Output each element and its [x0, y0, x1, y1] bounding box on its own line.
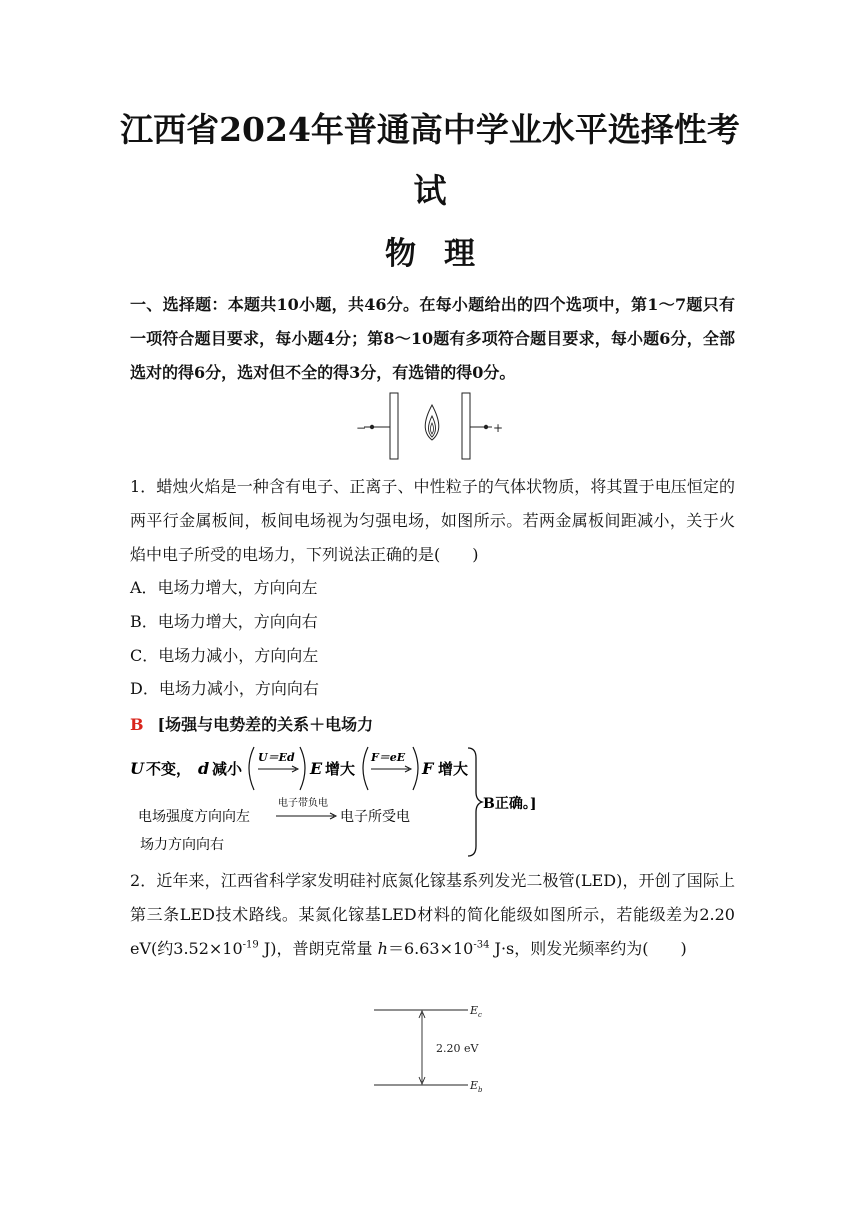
subject-title: 物理 — [385, 236, 503, 272]
left-plate — [390, 393, 398, 459]
svg-text:场力方向向右: 场力方向向右 — [140, 837, 224, 853]
option-c: C．电场力减小，方向向左 — [130, 646, 319, 665]
svg-text:增大: 增大 — [325, 760, 356, 778]
answer-heading: [场强与电势差的关系＋电场力 — [157, 715, 374, 734]
right-plate — [462, 393, 470, 459]
section-instructions: 一、选择题：本题共10小题，共46分。在每小题给出的四个选项中，第1～7题只有一项符合题目要求，每小题4分；第8～10题有多项符合题目要求，每小题6分，全部选对的得6分，选对但不全的得3分，有选错的得0分。 — [130, 295, 735, 382]
svg-text:F＝eE: F＝eE — [371, 751, 406, 764]
question-1-stem: 1．蜡烛火焰是一种含有电子、正离子、中性粒子的气体状物质，将其置于电压恒定的两平行金属板间，板间电场视为匀强电场，如图所示。若两金属板间距减小，关于火焰中电子所受的电场力，下列说法正确的是( ) — [130, 477, 735, 564]
svg-text:U＝Ed: U＝Ed — [258, 751, 295, 764]
option-a: A．电场力增大，方向向左 — [130, 578, 318, 597]
answer-letter: B — [130, 715, 144, 734]
svg-text:电子所受电: 电子所受电 — [340, 809, 410, 825]
svg-text:U: U — [130, 759, 144, 778]
svg-text:减小: 减小 — [212, 760, 243, 778]
option-d: D．电场力减小，方向向右 — [130, 679, 319, 698]
option-b: B．电场力增大，方向向右 — [130, 612, 318, 631]
svg-text:E: E — [310, 759, 323, 778]
capacitor-flame-figure — [350, 390, 530, 460]
flame-icon — [425, 405, 439, 440]
svg-text:B正确。]: B正确。] — [483, 796, 537, 812]
page-title-continued: 试 — [413, 171, 447, 210]
plus-sign: + — [493, 421, 504, 435]
svg-text:Eb: $E_b$ — [470, 1079, 483, 1094]
svg-text:增大: 增大 — [438, 760, 469, 778]
svg-text:电场强度方向向左: 电场强度方向向左 — [138, 809, 250, 825]
svg-text:电子带负电: 电子带负电 — [278, 798, 328, 809]
svg-text:F: F — [422, 759, 434, 778]
answer-line — [130, 712, 373, 735]
explanation-schematic — [128, 742, 568, 862]
gap-label: 2.20 eV — [436, 1042, 479, 1055]
page-title: 江西省2024年普通高中学业水平选择性考 — [120, 110, 740, 149]
energy-level-figure — [370, 1000, 510, 1100]
question-2-stem: 2．近年来，江西省科学家发明硅衬底氮化镓基系列发光二极管(LED)，开创了国际上第三条LED技术路线。某氮化镓基LED材料的简化能级如图所示，若能级差为2.20 eV(约$3.52\times 10^{-19}$ J)，普朗克常量 $h=6.63\times 10^{-34}$ J·s，则发光频率约为( ) — [130, 871, 735, 958]
svg-text:不变，: 不变， — [146, 760, 192, 778]
svg-text:d: d — [198, 759, 210, 778]
minus-sign: − — [356, 421, 367, 435]
svg-text:Ec: $E_c$ — [470, 1004, 482, 1019]
